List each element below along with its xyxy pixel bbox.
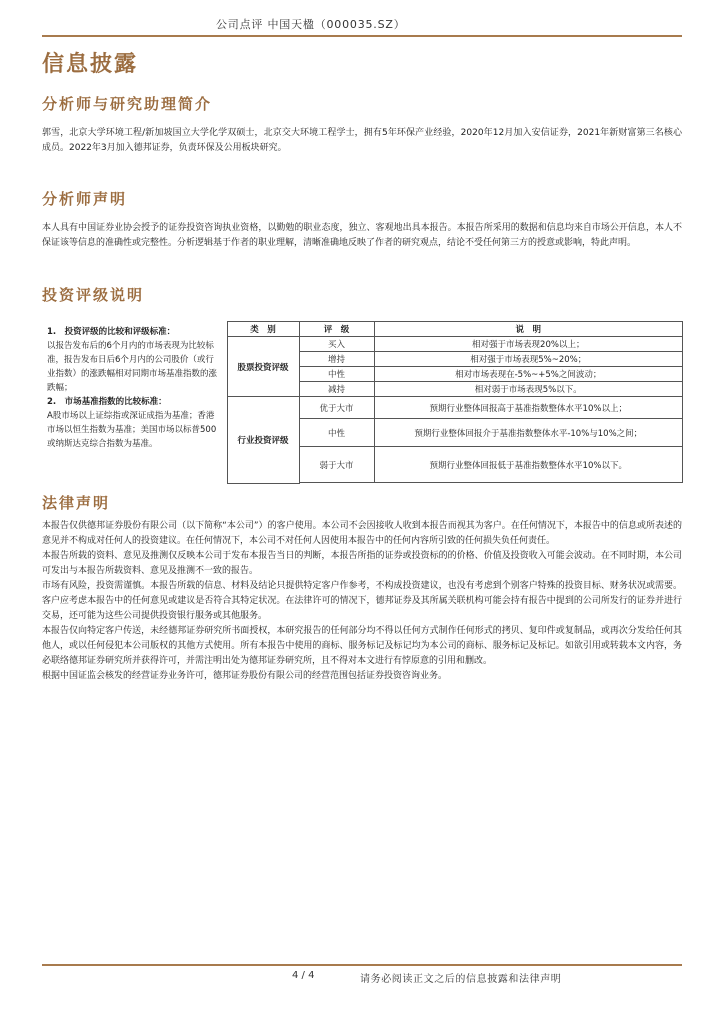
col-category-header: 类 别 [227, 322, 299, 337]
benchmark-title: 2. 市场基准指数的比较标准： [47, 396, 167, 407]
rating-cell: 弱于大市 [299, 447, 374, 483]
rating-criteria-text: 以报告发布后的6个月内的市场表现为比较标准，报告发布日后6个月内的公司股价（或行业指数）的涨跌幅相对同期市场基准指数的涨跌幅； [47, 340, 218, 393]
legal-paragraph: 市场有风险，投资需谨慎。本报告所载的信息、材料及结论只提供特定客户作参考，不构成投资建议，也没有考虑到个别客户特殊的投资目标、财务状况或需要。客户应考虑本报告中的任何意见或建议是否符合其特定状况。在法律许可的情况下，德邦证券及其所属关联机构可能会持有报告中提到的公司所发行的证券并进行交易，还可能为这些公司提供投资银行服务或其他服务。 [42, 581, 682, 621]
rating-heading: 投资评级说明 [42, 286, 145, 304]
benchmark-text: A股市场以上证综指或深证成指为基准；香港市场以恒生指数为基准；美国市场以标普500或纳斯达克综合指数为基准。 [47, 410, 217, 449]
rating-cell: 减持 [299, 382, 374, 397]
desc-cell: 预期行业整体回报高于基准指数整体水平10%以上； [374, 397, 683, 419]
desc-cell: 相对弱于市场表现5%以下。 [374, 382, 683, 397]
rating-criteria-title: 1. 投资评级的比较和评级标准： [47, 326, 176, 337]
desc-cell: 相对强于市场表现20%以上； [374, 337, 683, 352]
legal-body [42, 519, 682, 684]
stock-rating-label: 股票投资评级 [227, 337, 299, 397]
rating-cell: 中性 [299, 419, 374, 447]
legal-paragraph: 本报告所载的资料、意见及推测仅反映本公司于发布本报告当日的判断，本报告所指的证券或投资标的的价格、价值及投资收入可能会波动。在不同时期，本公司可发出与本报告所载资料、意见及推测不一致的报告。 [42, 551, 682, 576]
desc-cell: 预期行业整体回报介于基准指数整体水平-10%与10%之间； [374, 419, 683, 447]
legal-paragraph: 本报告仅供德邦证券股份有限公司（以下简称“本公司”）的客户使用。本公司不会因接收人收到本报告而视其为客户。在任何情况下，本报告中的信息或所表述的意见并不构成对任何人的投资建议。在任何情况下，本公司不对任何人因使用本报告中的任何内容所引致的任何损失负任何责任。 [42, 521, 682, 546]
desc-cell: 相对强于市场表现5%~20%； [374, 352, 683, 367]
rating-cell: 买入 [299, 337, 374, 352]
legal-heading: 法律声明 [42, 494, 111, 512]
bottom-divider [42, 964, 682, 966]
rating-explanation [42, 322, 227, 484]
rating-cell: 优于大市 [299, 397, 374, 419]
page-title: 信息披露 [42, 51, 139, 77]
analyst-intro-text: 郭雪，北京大学环境工程/新加坡国立大学化学双硕士，北京交大环境工程学士，拥有5年环保产业经验，2020年12月加入安信证券，2021年新财富第三名核心成员。2022年3月加入德邦证券，负责环保及公用板块研究。 [42, 128, 682, 153]
top-divider [42, 35, 682, 37]
rating-cell: 增持 [299, 352, 374, 367]
rating-cell: 中性 [299, 367, 374, 382]
col-desc-header: 说 明 [374, 322, 683, 337]
desc-cell: 预期行业整体回报低于基准指数整体水平10%以下。 [374, 447, 683, 483]
rating-table [42, 321, 683, 484]
legal-paragraph: 根据中国证监会核发的经营证券业务许可，德邦证券股份有限公司的经营范围包括证券投资咨询业务。 [42, 671, 448, 681]
col-rating-header: 评 级 [299, 322, 374, 337]
desc-cell: 相对市场表现在-5%~+5%之间波动； [374, 367, 683, 382]
page-number: 4 / 4 [292, 970, 315, 981]
analyst-statement-text: 本人具有中国证券业协会授予的证券投资咨询执业资格，以勤勉的职业态度，独立、客观地出具本报告。本报告所采用的数据和信息均来自市场公开信息，本人不保证该等信息的准确性或完整性。分析逻辑基于作者的职业理解，清晰准确地反映了作者的研究观点，结论不受任何第三方的授意或影响，特此声明。 [42, 223, 682, 248]
report-header: 公司点评 中国天楹（000035.SZ） [216, 18, 406, 31]
analyst-statement-heading: 分析师声明 [42, 190, 128, 208]
analyst-intro-heading: 分析师与研究助理简介 [42, 95, 213, 113]
footer-note: 请务必阅读正文之后的信息披露和法律声明 [360, 974, 562, 985]
legal-paragraph: 本报告仅向特定客户传送，未经德邦证券研究所书面授权，本研究报告的任何部分均不得以任何方式制作任何形式的拷贝、复印件或复制品，或再次分发给任何其他人，或以任何侵犯本公司版权的其他方式使用。所有本报告中使用的商标、服务标记及标记均为本公司的商标、服务标记及标记。如欲引用或转载本文内容，务必联络德邦证券研究所并获得许可，并需注明出处为德邦证券研究所，且不得对本文进行有悖原意的引用和删改。 [42, 626, 682, 666]
industry-rating-label: 行业投资评级 [227, 397, 299, 484]
